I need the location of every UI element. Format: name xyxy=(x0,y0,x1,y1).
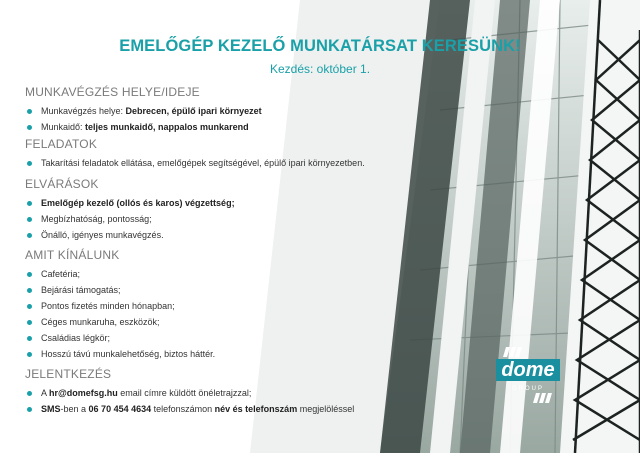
list-item xyxy=(25,282,215,298)
list-item xyxy=(25,346,215,362)
bullet-icon xyxy=(27,391,32,396)
logo-text: dome xyxy=(501,359,555,381)
list-item xyxy=(25,155,365,171)
bullet-icon xyxy=(27,161,32,166)
item-text-bold: név és telefonszám xyxy=(214,404,298,414)
logo-tagline: GROUP xyxy=(511,386,545,392)
list-item xyxy=(25,298,215,314)
section xyxy=(25,177,235,243)
bullet-icon xyxy=(27,217,32,222)
section-heading: JELENTKEZÉS xyxy=(25,367,112,381)
list-item xyxy=(25,314,215,330)
bullet-icon xyxy=(27,125,32,130)
section xyxy=(25,367,354,417)
item-text: Bejárási támogatás; xyxy=(41,285,121,295)
list-item xyxy=(25,211,235,227)
section-heading: ELVÁRÁSOK xyxy=(25,177,99,191)
list-item xyxy=(25,385,354,401)
item-text-bold: SMS xyxy=(41,404,61,414)
item-text-bold: Emelőgép kezelő (ollós és karos) végzettség; xyxy=(41,198,235,208)
item-text: Hosszú távú munkalehetőség, biztos háttér. xyxy=(41,349,216,359)
item-text: Önálló, igényes munkavégzés. xyxy=(41,230,164,240)
page-title: EMELŐGÉP KEZELŐ MUNKATÁRSAT KERESÜNK! xyxy=(119,37,521,55)
section xyxy=(25,248,215,362)
item-text: telefonszámon xyxy=(151,404,215,414)
bullet-icon xyxy=(27,336,32,341)
item-text-bold[interactable]: hr@domefsg.hu xyxy=(49,388,118,398)
list-item xyxy=(25,103,262,119)
list-item xyxy=(25,119,262,135)
bullet-icon xyxy=(27,233,32,238)
item-text: Takarítási feladatok ellátása, emelőgépek segítségével, épülő ipari környezetben. xyxy=(41,158,365,168)
list-item xyxy=(25,330,215,346)
item-text: Munkavégzés helye: xyxy=(41,106,126,116)
list-item xyxy=(25,266,215,282)
bullet-icon xyxy=(27,407,32,412)
section-heading: AMIT KÍNÁLUNK xyxy=(25,248,120,262)
bullet-icon xyxy=(27,352,32,357)
list-item xyxy=(25,195,235,211)
list-item xyxy=(25,401,354,417)
bullet-icon xyxy=(27,201,32,206)
item-text: A xyxy=(41,388,50,398)
item-text: -ben a xyxy=(60,404,89,414)
item-text: email címre küldött önéletrajzzal; xyxy=(117,388,252,398)
item-text: megjelöléssel xyxy=(297,404,355,414)
item-text: Megbízhatóság, pontosság; xyxy=(41,214,152,224)
item-text-bold: 06 70 454 4634 xyxy=(88,404,152,414)
item-text: Pontos fizetés minden hónapban; xyxy=(41,301,175,311)
start-date: Kezdés: október 1. xyxy=(269,62,371,76)
section-heading: FELADATOK xyxy=(25,137,98,151)
section-heading: MUNKAVÉGZÉS HELYE/IDEJE xyxy=(25,85,200,99)
item-text: Munkaidő: xyxy=(41,122,86,132)
bullet-icon xyxy=(27,109,32,114)
item-text-bold: teljes munkaidő, nappalos munkarend xyxy=(85,122,249,132)
item-text: Családias légkör; xyxy=(41,333,111,343)
bullet-icon xyxy=(27,304,32,309)
item-text: Céges munkaruha, eszközök; xyxy=(41,317,160,327)
section xyxy=(25,85,262,135)
section xyxy=(25,137,365,171)
bullet-icon xyxy=(27,320,32,325)
item-text-bold: Debrecen, épülő ipari környezet xyxy=(125,106,262,116)
bullet-icon xyxy=(27,288,32,293)
item-text: Cafetéria; xyxy=(41,269,81,279)
dome-logo xyxy=(492,345,562,405)
list-item xyxy=(25,227,235,243)
bullet-icon xyxy=(27,272,32,277)
